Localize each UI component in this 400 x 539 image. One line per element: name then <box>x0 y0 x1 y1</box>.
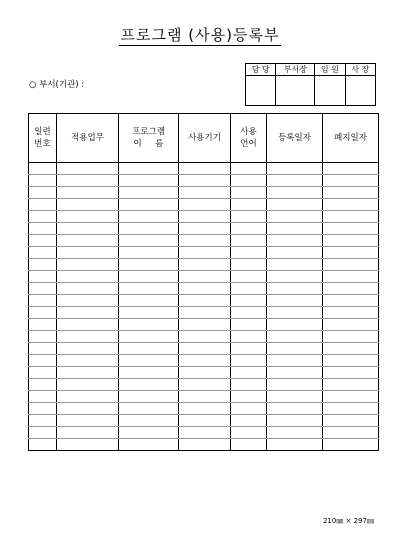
approval-sign-row <box>246 76 376 106</box>
table-cell[interactable] <box>29 211 57 223</box>
approval-sign-box[interactable] <box>345 76 375 106</box>
table-cell[interactable] <box>267 211 323 223</box>
approval-table <box>245 63 376 106</box>
table-cell[interactable] <box>323 427 379 439</box>
table-cell[interactable] <box>267 391 323 403</box>
table-cell[interactable] <box>29 187 57 199</box>
column-header-retired-date: 폐지일자 <box>323 114 379 163</box>
table-row <box>29 235 379 247</box>
table-cell[interactable] <box>267 307 323 319</box>
table-cell[interactable] <box>231 319 267 331</box>
table-cell[interactable] <box>119 343 179 355</box>
table-cell[interactable] <box>231 259 267 271</box>
table-cell[interactable] <box>57 199 119 211</box>
table-cell[interactable] <box>119 175 179 187</box>
table-cell[interactable] <box>179 355 231 367</box>
table-cell[interactable] <box>29 295 57 307</box>
table-cell[interactable] <box>323 295 379 307</box>
table-cell[interactable] <box>29 427 57 439</box>
register-header-row <box>29 114 379 163</box>
table-cell[interactable] <box>119 187 179 199</box>
table-cell[interactable] <box>267 271 323 283</box>
table-cell[interactable] <box>29 403 57 415</box>
table-cell[interactable] <box>57 307 119 319</box>
table-cell[interactable] <box>231 187 267 199</box>
table-cell[interactable] <box>323 187 379 199</box>
approval-sign-box[interactable] <box>276 76 315 106</box>
table-cell[interactable] <box>231 199 267 211</box>
table-cell[interactable] <box>179 319 231 331</box>
table-cell[interactable] <box>119 331 179 343</box>
table-cell[interactable] <box>57 271 119 283</box>
table-row <box>29 223 379 235</box>
table-cell[interactable] <box>231 175 267 187</box>
table-cell[interactable] <box>323 211 379 223</box>
table-cell[interactable] <box>57 247 119 259</box>
table-cell[interactable] <box>267 295 323 307</box>
table-cell[interactable] <box>179 235 231 247</box>
table-cell[interactable] <box>267 259 323 271</box>
table-cell[interactable] <box>57 439 119 451</box>
table-cell[interactable] <box>267 175 323 187</box>
table-cell[interactable] <box>119 307 179 319</box>
table-cell[interactable] <box>57 331 119 343</box>
table-cell[interactable] <box>119 235 179 247</box>
table-cell[interactable] <box>323 367 379 379</box>
table-cell[interactable] <box>323 175 379 187</box>
form-title <box>0 24 400 45</box>
table-cell[interactable] <box>231 295 267 307</box>
table-row <box>29 379 379 391</box>
form-title-text: 프로그램 (사용)등록부 <box>120 26 280 44</box>
table-cell[interactable] <box>179 199 231 211</box>
table-row <box>29 331 379 343</box>
table-cell[interactable] <box>267 367 323 379</box>
table-cell[interactable] <box>179 295 231 307</box>
table-cell[interactable] <box>119 295 179 307</box>
table-cell[interactable] <box>29 175 57 187</box>
table-cell[interactable] <box>57 343 119 355</box>
table-cell[interactable] <box>119 283 179 295</box>
register-table <box>28 113 379 451</box>
table-cell[interactable] <box>57 175 119 187</box>
table-row <box>29 343 379 355</box>
table-cell[interactable] <box>179 379 231 391</box>
table-cell[interactable] <box>57 283 119 295</box>
table-cell[interactable] <box>57 187 119 199</box>
table-cell[interactable] <box>267 235 323 247</box>
table-cell[interactable] <box>323 259 379 271</box>
table-cell[interactable] <box>29 199 57 211</box>
table-cell[interactable] <box>57 367 119 379</box>
table-cell[interactable] <box>57 295 119 307</box>
table-cell[interactable] <box>231 343 267 355</box>
table-cell[interactable] <box>29 331 57 343</box>
table-cell[interactable] <box>29 235 57 247</box>
table-cell[interactable] <box>29 163 57 175</box>
table-cell[interactable] <box>267 427 323 439</box>
column-header-serial: 일련 번호 <box>29 114 57 163</box>
table-cell[interactable] <box>29 343 57 355</box>
table-cell[interactable] <box>119 319 179 331</box>
table-cell[interactable] <box>267 163 323 175</box>
table-cell[interactable] <box>323 307 379 319</box>
approval-header-president: 사 장 <box>345 64 375 76</box>
table-cell[interactable] <box>231 211 267 223</box>
table-row <box>29 163 379 175</box>
table-cell[interactable] <box>29 379 57 391</box>
table-cell[interactable] <box>119 355 179 367</box>
table-cell[interactable] <box>57 259 119 271</box>
table-row <box>29 307 379 319</box>
table-cell[interactable] <box>119 223 179 235</box>
table-cell[interactable] <box>29 367 57 379</box>
table-cell[interactable] <box>119 439 179 451</box>
column-header-program-name: 프로그램 이 름 <box>119 114 179 163</box>
table-cell[interactable] <box>323 439 379 451</box>
table-cell[interactable] <box>231 307 267 319</box>
table-cell[interactable] <box>179 259 231 271</box>
table-cell[interactable] <box>267 415 323 427</box>
table-cell[interactable] <box>267 439 323 451</box>
approval-header-row <box>246 64 376 76</box>
table-row <box>29 367 379 379</box>
table-cell[interactable] <box>323 163 379 175</box>
table-cell[interactable] <box>29 259 57 271</box>
table-cell[interactable] <box>231 223 267 235</box>
table-cell[interactable] <box>119 379 179 391</box>
table-cell[interactable] <box>267 343 323 355</box>
table-cell[interactable] <box>179 403 231 415</box>
register-body <box>29 163 379 451</box>
table-cell[interactable] <box>323 391 379 403</box>
table-cell[interactable] <box>179 367 231 379</box>
table-cell[interactable] <box>179 175 231 187</box>
table-row <box>29 427 379 439</box>
table-row <box>29 247 379 259</box>
table-cell[interactable] <box>179 271 231 283</box>
column-header-task: 적용업무 <box>57 114 119 163</box>
table-cell[interactable] <box>57 223 119 235</box>
table-cell[interactable] <box>323 331 379 343</box>
table-cell[interactable] <box>267 319 323 331</box>
approval-header-staff: 담 당 <box>246 64 276 76</box>
table-cell[interactable] <box>57 415 119 427</box>
table-cell[interactable] <box>179 187 231 199</box>
table-cell[interactable] <box>179 427 231 439</box>
table-cell[interactable] <box>57 163 119 175</box>
table-cell[interactable] <box>179 247 231 259</box>
table-cell[interactable] <box>231 403 267 415</box>
approval-sign-box[interactable] <box>246 76 276 106</box>
table-cell[interactable] <box>231 271 267 283</box>
table-row <box>29 199 379 211</box>
table-cell[interactable] <box>267 283 323 295</box>
table-cell[interactable] <box>57 379 119 391</box>
table-cell[interactable] <box>323 379 379 391</box>
table-cell[interactable] <box>119 247 179 259</box>
table-cell[interactable] <box>231 379 267 391</box>
table-cell[interactable] <box>119 163 179 175</box>
table-cell[interactable] <box>231 415 267 427</box>
table-cell[interactable] <box>179 415 231 427</box>
table-cell[interactable] <box>179 283 231 295</box>
table-cell[interactable] <box>119 367 179 379</box>
paper-size-note: 210㎜ × 297㎜ <box>322 517 374 525</box>
table-cell[interactable] <box>119 211 179 223</box>
column-header-language: 사용 언어 <box>231 114 267 163</box>
approval-header-executive: 임 원 <box>315 64 345 76</box>
table-cell[interactable] <box>323 415 379 427</box>
approval-header-manager: 부서장 <box>276 64 315 76</box>
table-cell[interactable] <box>119 415 179 427</box>
table-row <box>29 439 379 451</box>
table-cell[interactable] <box>119 259 179 271</box>
table-cell[interactable] <box>231 367 267 379</box>
column-header-registered-date: 등록일자 <box>267 114 323 163</box>
table-cell[interactable] <box>29 319 57 331</box>
table-row <box>29 319 379 331</box>
table-cell[interactable] <box>29 247 57 259</box>
table-cell[interactable] <box>119 427 179 439</box>
table-cell[interactable] <box>179 211 231 223</box>
table-cell[interactable] <box>267 247 323 259</box>
table-cell[interactable] <box>323 355 379 367</box>
table-cell[interactable] <box>179 343 231 355</box>
column-header-device: 사용기기 <box>179 114 231 163</box>
table-cell[interactable] <box>29 439 57 451</box>
table-cell[interactable] <box>57 391 119 403</box>
table-cell[interactable] <box>57 355 119 367</box>
table-cell[interactable] <box>179 331 231 343</box>
table-cell[interactable] <box>29 271 57 283</box>
table-row <box>29 175 379 187</box>
table-cell[interactable] <box>231 391 267 403</box>
table-cell[interactable] <box>29 223 57 235</box>
table-cell[interactable] <box>231 163 267 175</box>
table-cell[interactable] <box>231 355 267 367</box>
table-row <box>29 283 379 295</box>
table-cell[interactable] <box>231 235 267 247</box>
table-cell[interactable] <box>231 283 267 295</box>
table-cell[interactable] <box>267 403 323 415</box>
table-cell[interactable] <box>29 283 57 295</box>
table-row <box>29 355 379 367</box>
table-cell[interactable] <box>57 319 119 331</box>
table-cell[interactable] <box>179 439 231 451</box>
table-cell[interactable] <box>29 307 57 319</box>
table-cell[interactable] <box>179 223 231 235</box>
table-row <box>29 295 379 307</box>
table-cell[interactable] <box>57 211 119 223</box>
table-cell[interactable] <box>323 283 379 295</box>
table-cell[interactable] <box>29 391 57 403</box>
table-row <box>29 259 379 271</box>
table-cell[interactable] <box>323 403 379 415</box>
table-cell[interactable] <box>29 355 57 367</box>
table-cell[interactable] <box>231 331 267 343</box>
table-cell[interactable] <box>231 427 267 439</box>
table-cell[interactable] <box>323 235 379 247</box>
table-cell[interactable] <box>323 199 379 211</box>
table-cell[interactable] <box>231 439 267 451</box>
table-cell[interactable] <box>323 247 379 259</box>
table-cell[interactable] <box>57 427 119 439</box>
table-cell[interactable] <box>119 199 179 211</box>
table-row <box>29 211 379 223</box>
table-cell[interactable] <box>323 319 379 331</box>
table-cell[interactable] <box>119 403 179 415</box>
table-cell[interactable] <box>323 271 379 283</box>
approval-sign-box[interactable] <box>315 76 345 106</box>
table-row <box>29 415 379 427</box>
table-cell[interactable] <box>29 415 57 427</box>
table-cell[interactable] <box>323 343 379 355</box>
table-cell[interactable] <box>267 187 323 199</box>
table-cell[interactable] <box>179 163 231 175</box>
department-label: ○ 부서(기관) : <box>29 80 85 90</box>
table-cell[interactable] <box>267 379 323 391</box>
table-cell[interactable] <box>267 331 323 343</box>
table-cell[interactable] <box>57 403 119 415</box>
table-cell[interactable] <box>267 355 323 367</box>
table-cell[interactable] <box>119 271 179 283</box>
table-cell[interactable] <box>179 391 231 403</box>
table-cell[interactable] <box>267 223 323 235</box>
table-cell[interactable] <box>119 391 179 403</box>
table-row <box>29 271 379 283</box>
table-row <box>29 391 379 403</box>
table-row <box>29 403 379 415</box>
table-cell[interactable] <box>231 247 267 259</box>
table-cell[interactable] <box>323 223 379 235</box>
table-cell[interactable] <box>179 307 231 319</box>
table-cell[interactable] <box>267 199 323 211</box>
table-cell[interactable] <box>57 235 119 247</box>
table-row <box>29 187 379 199</box>
